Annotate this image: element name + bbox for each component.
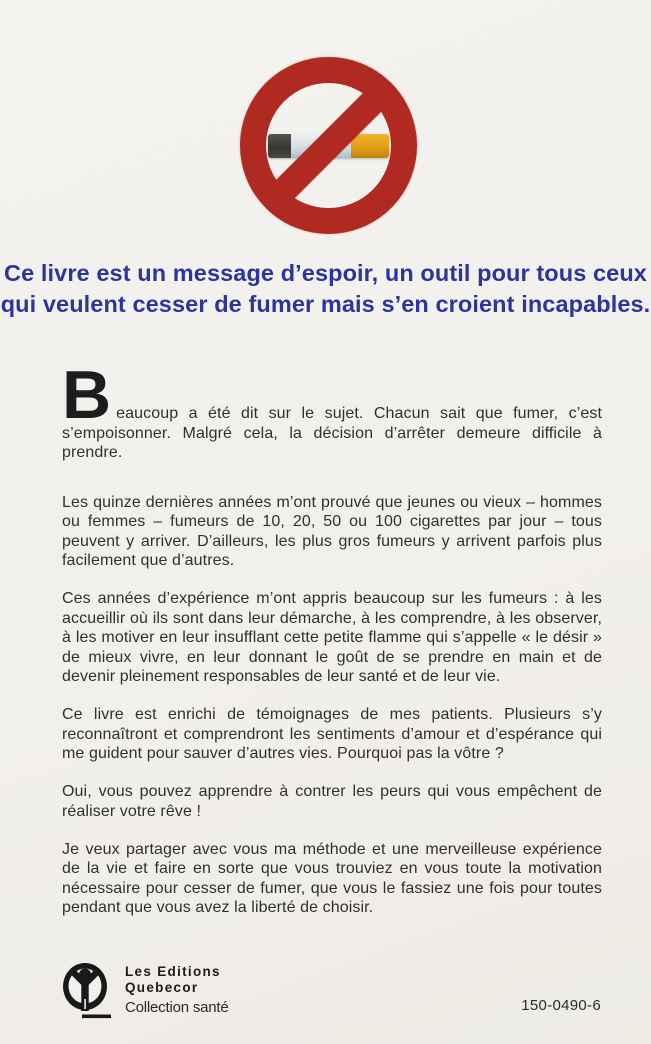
footer (62, 962, 601, 1020)
person-arms-raised-logo-icon (62, 962, 112, 1020)
no-smoking-icon (240, 57, 417, 234)
cover-tagline (0, 258, 651, 320)
publisher-text (125, 962, 229, 1016)
collection-label: Collection santé (125, 999, 229, 1016)
tagline-line-1: Ce livre est un message d’espoir, un outil pour tous ceux (4, 260, 647, 286)
publisher-name (125, 964, 229, 995)
paragraph: Ce livre est enrichi de témoignages de mes patients. Plusieurs s’y reconnaîtront et comprendront les sentiments d’amour et d’espérance qui me guident pour sauver d’autres vies. Pourquoi pas la vôtre ? (62, 706, 602, 762)
catalog-code: 150-0490-6 (521, 997, 601, 1014)
paragraph-lead (62, 357, 602, 463)
paragraph: Les quinze dernières années m’ont prouvé que jeunes ou vieux – hommes ou femmes – fumeurs de 10, 20, 50 ou 100 cigarettes par jour – tous peuvent y arriver. D’ailleurs, les plus gros fumeurs y arrivent parfois plus facilement que d’autres. (62, 493, 602, 569)
raised-initial-cap: B (62, 357, 112, 433)
tagline-line-2: qui veulent cesser de fumer mais s’en croient incapables. (0, 291, 651, 317)
paragraph: Ces années d’expérience m’ont appris beaucoup sur les fumeurs : à les accueillir où ils sont dans leur démarche, à les comprendre, à les observer, à les motiver en leur insufflant cette petite flamme qui s’appelle « le désir » de mieux vivre, en leur donnant le goût de se prendre en main et de devenir pleinement responsables de leur santé et de leur vie. (62, 590, 602, 685)
publisher-name-line-1: Les Editions (125, 964, 221, 979)
back-cover-text (62, 357, 602, 936)
publisher-block (62, 962, 229, 1020)
paragraph-lead-text: eaucoup a été dit sur le sujet. Chacun sait que fumer, c’est s’empoisonner. Malgré cela, la décision d’arrêter demeure difficile à prendre. (62, 405, 602, 461)
publisher-name-line-2: Quebecor (125, 979, 199, 995)
paragraph: Je veux partager avec vous ma méthode et une merveilleuse expérience de la vie et faire en sorte que vous trouviez en vous toute la motivation nécessaire pour cesser de fumer, que vous le fassiez une fois pour toutes pendant que vous avez la liberté de choisir. (62, 840, 602, 916)
paragraph: Oui, vous pouvez apprendre à contrer les peurs qui vous empêchent de réaliser votre rêve ! (62, 783, 602, 820)
